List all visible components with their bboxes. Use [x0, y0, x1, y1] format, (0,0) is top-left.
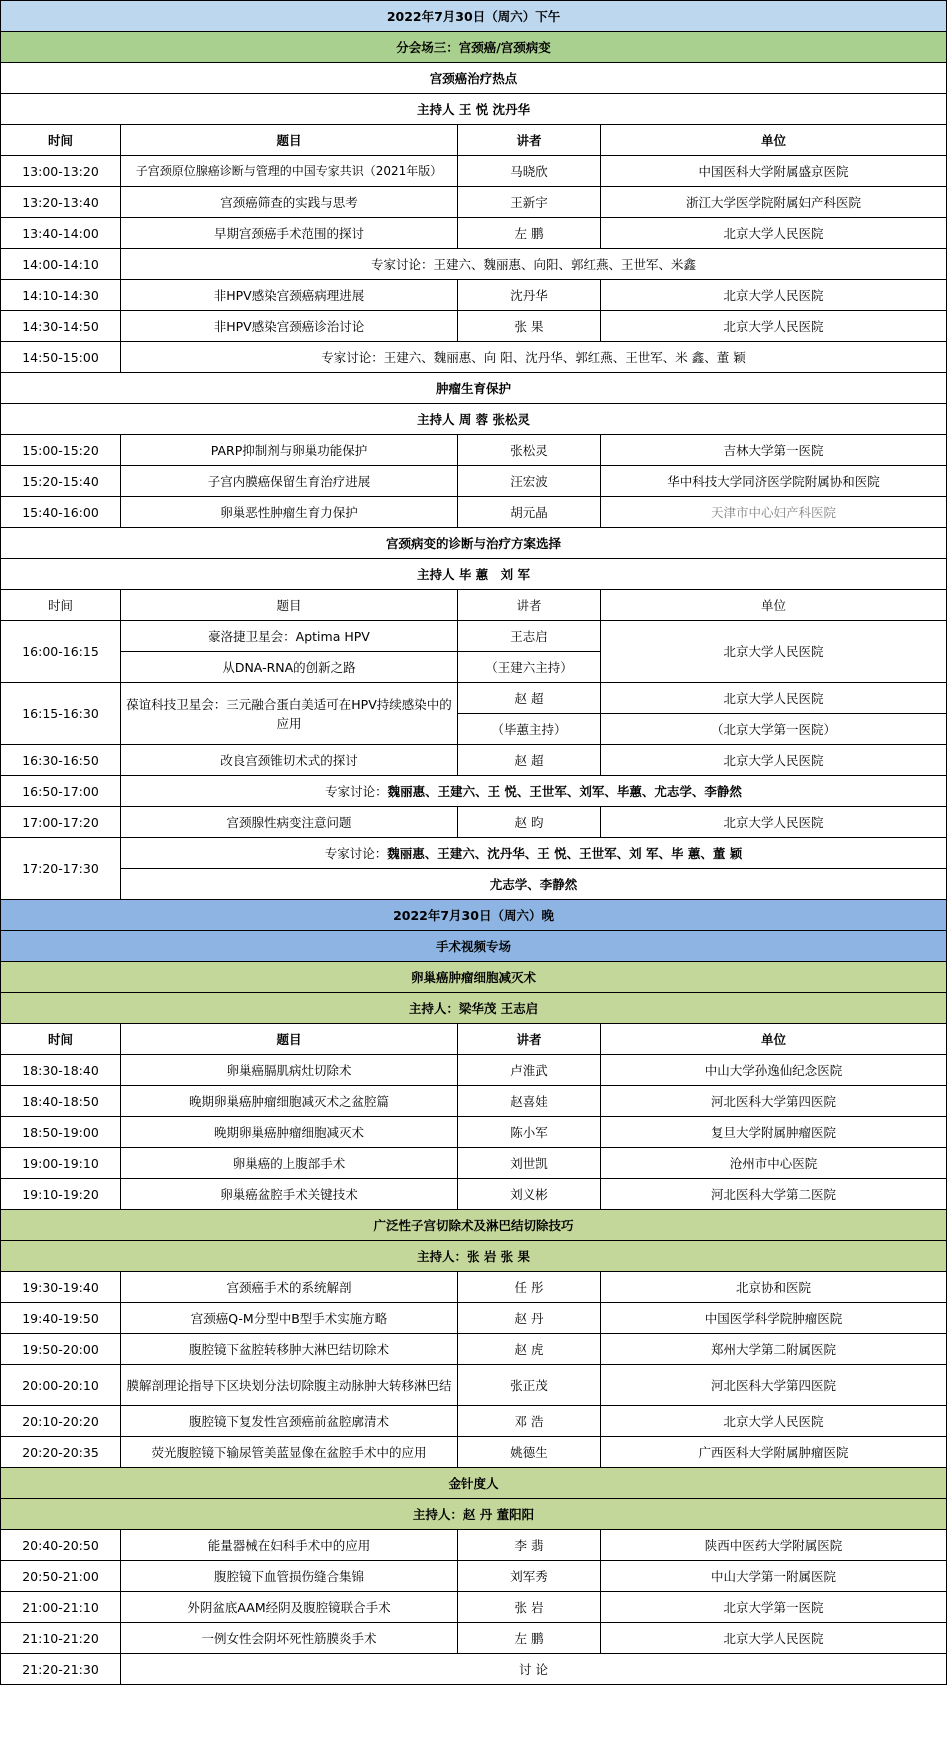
- table-row: 13:00-13:20 子宫颈原位腺癌诊断与管理的中国专家共识（2021年版） 马晓欣 中国医科大学附属盛京医院: [1, 156, 947, 187]
- table-row: 19:50-20:00 腹腔镜下盆腔转移肿大淋巴结切除术 赵 虎 郑州大学第二附属医院: [1, 1334, 947, 1365]
- col-time: 时间: [1, 1024, 121, 1055]
- discussion-cell: 专家讨论：王建六、魏丽惠、向阳、郭红燕、王世军、米鑫: [121, 249, 947, 280]
- col-unit: 单位: [601, 1024, 947, 1055]
- table-row: 15:40-16:00 卵巢恶性肿瘤生育力保护 胡元晶 天津市中心妇产科医院: [1, 497, 947, 528]
- section-title: 宫颈病变的诊断与治疗方案选择: [1, 528, 947, 559]
- col-topic: 题目: [121, 125, 458, 156]
- table-row: 16:30-16:50 改良宫颈锥切术式的探讨 赵 超 北京大学人民医院: [1, 745, 947, 776]
- col-unit: 单位: [601, 590, 947, 621]
- table-row: 13:20-13:40 宫颈癌筛查的实践与思考 王新宇 浙江大学医学院附属妇产科医院: [1, 187, 947, 218]
- discussion-cell: 尤志学、李静然: [121, 869, 947, 900]
- section-hosts: 主持人：梁华茂 王志启: [1, 993, 947, 1024]
- table-row: （毕蕙主持） （北京大学第一医院）: [1, 714, 947, 745]
- col-time: 时间: [1, 125, 121, 156]
- section-hosts: 主持人：赵 丹 董阳阳: [1, 1499, 947, 1530]
- table-row: 21:20-21:30 讨 论: [1, 1654, 947, 1685]
- section-hosts: 主持人：张 岩 张 果: [1, 1241, 947, 1272]
- table-row: 17:20-17:30 专家讨论：魏丽惠、王建六、沈丹华、王 悦、王世军、刘 军、毕 蕙、董 颖: [1, 838, 947, 869]
- col-speaker: 讲者: [458, 1024, 601, 1055]
- column-header-row: [1, 125, 947, 156]
- section-hosts: 主持人 毕 蕙 刘 军: [1, 559, 947, 590]
- table-row: 14:10-14:30 非HPV感染宫颈癌病理进展 沈丹华 北京大学人民医院: [1, 280, 947, 311]
- table-row: 19:10-19:20 卵巢癌盆腔手术关键技术 刘义彬 河北医科大学第二医院: [1, 1179, 947, 1210]
- afternoon-venue-header: 分会场三：宫颈癌/宫颈病变: [1, 32, 947, 63]
- table-row: 18:50-19:00 晚期卵巢癌肿瘤细胞减灭术 陈小军 复旦大学附属肿瘤医院: [1, 1117, 947, 1148]
- section-title: 卵巢癌肿瘤细胞减灭术: [1, 962, 947, 993]
- table-row: 15:00-15:20 PARP抑制剂与卵巢功能保护 张松灵 吉林大学第一医院: [1, 435, 947, 466]
- col-topic: 题目: [121, 1024, 458, 1055]
- table-row: 14:50-15:00 专家讨论：王建六、魏丽惠、向 阳、沈丹华、郭红燕、王世军、米 鑫、董 颖: [1, 342, 947, 373]
- col-speaker: 讲者: [458, 590, 601, 621]
- section-hosts: 主持人 周 蓉 张松灵: [1, 404, 947, 435]
- table-row: 20:20-20:35 荧光腹腔镜下输尿管美蓝显像在盆腔手术中的应用 姚德生 广西医科大学附属肿瘤医院: [1, 1437, 947, 1468]
- section-title: 广泛性子宫切除术及淋巴结切除技巧: [1, 1210, 947, 1241]
- table-row: 14:00-14:10 专家讨论：王建六、魏丽惠、向阳、郭红燕、王世军、米鑫: [1, 249, 947, 280]
- table-row: 16:00-16:15 豪洛捷卫星会：Aptima HPV 王志启 北京大学人民医院: [1, 621, 947, 652]
- section-title: 宫颈癌治疗热点: [1, 63, 947, 94]
- section-hosts: 主持人 王 悦 沈丹华: [1, 94, 947, 125]
- table-row: 20:10-20:20 腹腔镜下复发性宫颈癌前盆腔廓清术 邓 浩 北京大学人民医院: [1, 1406, 947, 1437]
- col-time: 时间: [1, 590, 121, 621]
- table-row: 21:10-21:20 一例女性会阴坏死性筋膜炎手术 左 鹏 北京大学人民医院: [1, 1623, 947, 1654]
- table-row: 17:00-17:20 宫颈腺性病变注意问题 赵 昀 北京大学人民医院: [1, 807, 947, 838]
- col-speaker: 讲者: [458, 125, 601, 156]
- table-row: 16:15-16:30 葆谊科技卫星会：三元融合蛋白美适可在HPV持续感染中的应用 赵 超 北京大学人民医院: [1, 683, 947, 714]
- col-unit: 单位: [601, 125, 947, 156]
- section-title: 肿瘤生育保护: [1, 373, 947, 404]
- column-header-row: [1, 1024, 947, 1055]
- table-row: 从DNA-RNA的创新之路 （王建六主持）: [1, 652, 947, 683]
- table-row: 19:30-19:40 宫颈癌手术的系统解剖 任 彤 北京协和医院: [1, 1272, 947, 1303]
- table-row: 16:50-17:00 专家讨论：魏丽惠、王建六、王 悦、王世军、刘军、毕蕙、尤志学、李静然: [1, 776, 947, 807]
- evening-date-header: 2022年7月30日（周六）晚: [1, 900, 947, 931]
- evening-venue-header: 手术视频专场: [1, 931, 947, 962]
- table-row: 21:00-21:10 外阴盆底AAM经阴及腹腔镜联合手术 张 岩 北京大学第一医院: [1, 1592, 947, 1623]
- table-row: 20:40-20:50 能量器械在妇科手术中的应用 李 翡 陕西中医药大学附属医院: [1, 1530, 947, 1561]
- table-row: 20:00-20:10 膜解剖理论指导下区块划分法切除腹主动脉肿大转移淋巴结 张正茂 河北医科大学第四医院: [1, 1365, 947, 1406]
- column-header-row: [1, 590, 947, 621]
- discussion-cell: 专家讨论：魏丽惠、王建六、沈丹华、王 悦、王世军、刘 军、毕 蕙、董 颖: [121, 838, 947, 869]
- discussion-cell: 专家讨论：王建六、魏丽惠、向 阳、沈丹华、郭红燕、王世军、米 鑫、董 颖: [121, 342, 947, 373]
- table-row: [1, 869, 947, 900]
- table-row: 18:40-18:50 晚期卵巢癌肿瘤细胞减灭术之盆腔篇 赵喜娃 河北医科大学第四医院: [1, 1086, 947, 1117]
- discussion-cell: 专家讨论：魏丽惠、王建六、王 悦、王世军、刘军、毕蕙、尤志学、李静然: [121, 776, 947, 807]
- section-title: 金针度人: [1, 1468, 947, 1499]
- discussion-cell: 讨 论: [121, 1654, 947, 1685]
- col-topic: 题目: [121, 590, 458, 621]
- table-row: 19:00-19:10 卵巢癌的上腹部手术 刘世凯 沧州市中心医院: [1, 1148, 947, 1179]
- afternoon-date-header: 2022年7月30日（周六）下午: [1, 1, 947, 32]
- table-row: 13:40-14:00 早期宫颈癌手术范围的探讨 左 鹏 北京大学人民医院: [1, 218, 947, 249]
- table-row: 20:50-21:00 腹腔镜下血管损伤缝合集锦 刘军秀 中山大学第一附属医院: [1, 1561, 947, 1592]
- table-row: 14:30-14:50 非HPV感染宫颈癌诊治讨论 张 果 北京大学人民医院: [1, 311, 947, 342]
- table-row: 19:40-19:50 宫颈癌Q-M分型中B型手术实施方略 赵 丹 中国医学科学院肿瘤医院: [1, 1303, 947, 1334]
- table-row: 18:30-18:40 卵巢癌膈肌病灶切除术 卢淮武 中山大学孙逸仙纪念医院: [1, 1055, 947, 1086]
- table-row: 15:20-15:40 子宫内膜癌保留生育治疗进展 汪宏波 华中科技大学同济医学院附属协和医院: [1, 466, 947, 497]
